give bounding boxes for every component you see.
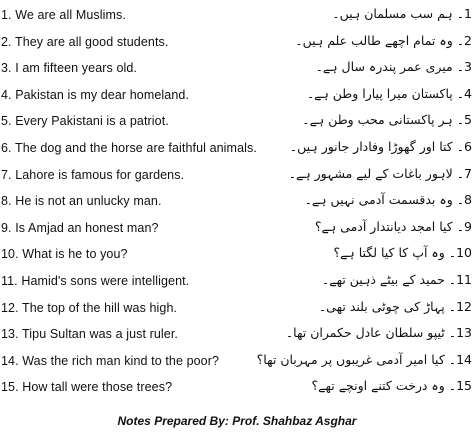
sentence-row (0, 3, 474, 30)
urdu-sentence: 3۔ میری عمر پندرہ سال ہے۔ (315, 59, 472, 75)
english-sentence: 11. Hamid's sons were intelligent. (1, 273, 190, 288)
english-sentence: 13. Tipu Sultan was a just ruler. (1, 327, 179, 342)
urdu-sentence: 15۔ وہ درخت کتنے اونچے تھے؟ (311, 378, 472, 394)
english-sentence: 3. I am fifteen years old. (1, 61, 137, 76)
sentence-row (0, 349, 474, 376)
sentence-row (0, 216, 474, 243)
english-sentence: 5. Every Pakistani is a patriot. (1, 114, 169, 129)
urdu-sentence: 7۔ لاہور باغات کے لیے مشہور ہے۔ (288, 165, 472, 181)
english-sentence: 9. Is Amjad an honest man? (1, 220, 159, 235)
sentence-row (0, 375, 474, 402)
urdu-sentence: 10۔ وہ آپ کا کیا لگتا ہے؟ (333, 245, 472, 261)
urdu-sentence: 8۔ وہ بدقسمت آدمی نہیں ہے۔ (304, 192, 472, 208)
urdu-sentence: 1۔ ہم سب مسلمان ہیں۔ (332, 6, 472, 21)
english-sentence: 12. The top of the hill was high. (1, 300, 178, 315)
english-sentence: 7. Lahore is famous for gardens. (1, 167, 185, 182)
english-sentence: 4. Pakistan is my dear homeland. (1, 87, 190, 102)
urdu-sentence: 12۔ پہاڑ کی چوٹی بلند تھی۔ (318, 298, 472, 314)
english-sentence: 1. We are all Muslims. (1, 8, 126, 22)
english-sentence: 8. He is not an unlucky man. (1, 194, 162, 209)
english-sentence: 6. The dog and the horse are faithful animals. (1, 140, 257, 155)
urdu-sentence: 6۔ کتا اور گھوڑا وفادار جانور ہیں۔ (289, 138, 472, 154)
sentence-row (0, 322, 474, 349)
urdu-sentence: 5۔ ہر پاکستانی محب وطن ہے۔ (302, 112, 472, 128)
sentence-row (0, 30, 474, 57)
english-sentence: 15. How tall were those trees? (1, 380, 173, 395)
sentence-row (0, 269, 474, 296)
sentence-row (0, 296, 474, 323)
sentence-row (0, 163, 474, 190)
sentence-row (0, 242, 474, 269)
english-sentence: 2. They are all good students. (1, 34, 169, 49)
urdu-sentence: 9۔ کیا امجد دیانتدار آدمی ہے؟ (314, 218, 472, 234)
urdu-sentence: 13۔ ٹیپو سلطان عادل حکمران تھا۔ (285, 325, 472, 341)
sentence-row (0, 109, 474, 136)
sentence-row (0, 83, 474, 110)
sentence-list (0, 3, 474, 402)
urdu-sentence: 4۔ پاکستان میرا پیارا وطن ہے۔ (306, 85, 472, 101)
sentence-row (0, 136, 474, 163)
urdu-sentence: 11۔ حمید کے بیٹے ذہین تھے۔ (321, 271, 472, 287)
sentence-row (0, 56, 474, 83)
notes-credit: Notes Prepared By: Prof. Shahbaz Asghar (117, 414, 357, 428)
sentence-row (0, 189, 474, 216)
urdu-sentence: 14۔ کیا امیر آدمی غریبوں پر مہربان تھا؟ (256, 351, 472, 367)
english-sentence: 10. What is he to you? (1, 247, 128, 262)
english-sentence: 14. Was the rich man kind to the poor? (1, 353, 220, 368)
urdu-sentence: 2۔ وہ تمام اچھے طالب علم ہیں۔ (295, 32, 472, 48)
